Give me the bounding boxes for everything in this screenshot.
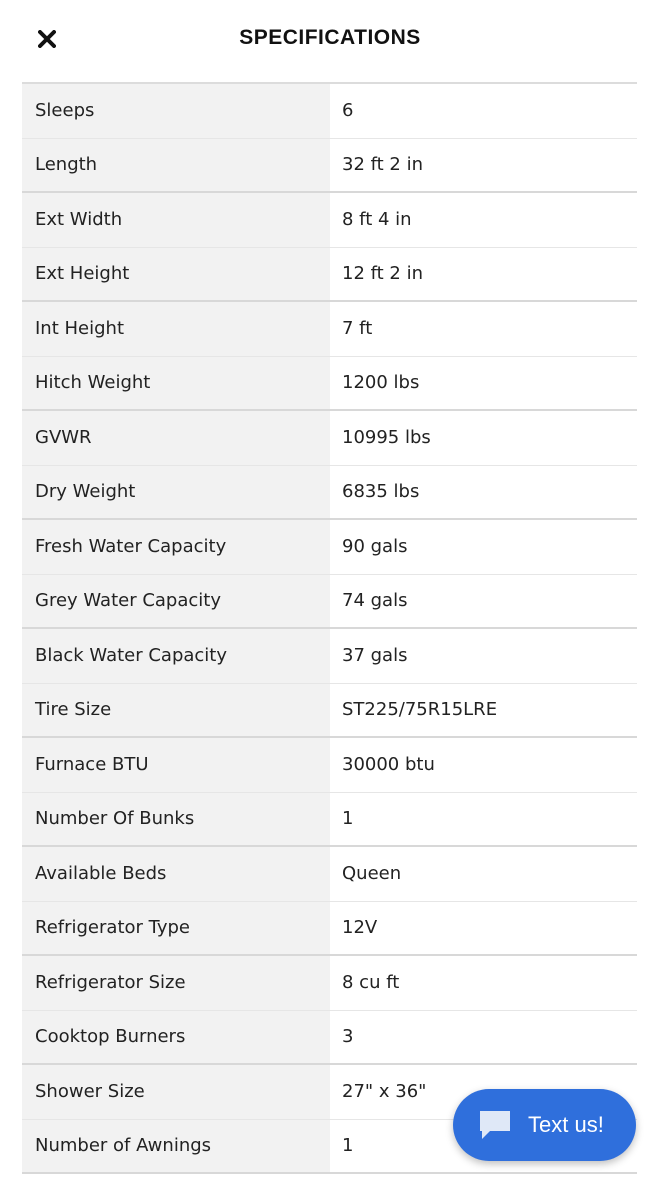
spec-value: 6 (330, 84, 637, 138)
spec-value: 74 gals (330, 575, 637, 628)
table-row (22, 139, 637, 194)
spec-label: Sleeps (22, 84, 330, 138)
spec-value: 10995 lbs (330, 411, 637, 465)
table-row (22, 411, 637, 466)
spec-value: 27" x 36" (330, 1065, 637, 1119)
spec-label: Shower Size (22, 1065, 330, 1119)
spec-label: Dry Weight (22, 466, 330, 519)
spec-label: Length (22, 139, 330, 192)
spec-value: 8 cu ft (330, 956, 637, 1010)
spec-label: Hitch Weight (22, 357, 330, 410)
spec-label: Refrigerator Size (22, 956, 330, 1010)
table-row (22, 629, 637, 684)
table-row (22, 466, 637, 521)
spec-label: Refrigerator Type (22, 902, 330, 955)
table-row (22, 193, 637, 248)
spec-label: Available Beds (22, 847, 330, 901)
spec-label: GVWR (22, 411, 330, 465)
specifications-table (22, 82, 637, 1174)
table-row (22, 738, 637, 793)
spec-label: Int Height (22, 302, 330, 356)
spec-label: Fresh Water Capacity (22, 520, 330, 574)
modal-header (0, 0, 660, 82)
table-row (22, 684, 637, 739)
spec-label: Tire Size (22, 684, 330, 737)
spec-value: ST225/75R15LRE (330, 684, 637, 737)
table-row (22, 357, 637, 412)
spec-value: 30000 btu (330, 738, 637, 792)
text-us-label: Text us! (528, 1112, 604, 1137)
table-row (22, 575, 637, 630)
table-row (22, 793, 637, 848)
text-us-button[interactable] (453, 1089, 636, 1161)
table-row (22, 956, 637, 1011)
table-row (22, 248, 637, 303)
spec-label: Number Of Bunks (22, 793, 330, 846)
spec-label: Ext Height (22, 248, 330, 301)
spec-value: 12 ft 2 in (330, 248, 637, 301)
table-row (22, 902, 637, 957)
page-title: SPECIFICATIONS (239, 26, 421, 49)
spec-label: Number of Awnings (22, 1120, 330, 1173)
chat-bubble-icon (478, 1108, 512, 1142)
spec-label: Cooktop Burners (22, 1011, 330, 1064)
spec-label: Black Water Capacity (22, 629, 330, 683)
table-row (22, 302, 637, 357)
table-row (22, 1011, 637, 1066)
spec-label: Furnace BTU (22, 738, 330, 792)
table-row (22, 84, 637, 139)
spec-value: 1 (330, 793, 637, 846)
spec-value: 3 (330, 1011, 637, 1064)
table-row (22, 847, 637, 902)
spec-value: 7 ft (330, 302, 637, 356)
table-row (22, 520, 637, 575)
spec-value: 12V (330, 902, 637, 955)
spec-value: 32 ft 2 in (330, 139, 637, 192)
spec-value: 8 ft 4 in (330, 193, 637, 247)
spec-value: 37 gals (330, 629, 637, 683)
spec-label: Grey Water Capacity (22, 575, 330, 628)
spec-value: 1200 lbs (330, 357, 637, 410)
spec-value: 90 gals (330, 520, 637, 574)
spec-label: Ext Width (22, 193, 330, 247)
spec-value: 1 (330, 1120, 637, 1173)
spec-value: 6835 lbs (330, 466, 637, 519)
spec-value: Queen (330, 847, 637, 901)
